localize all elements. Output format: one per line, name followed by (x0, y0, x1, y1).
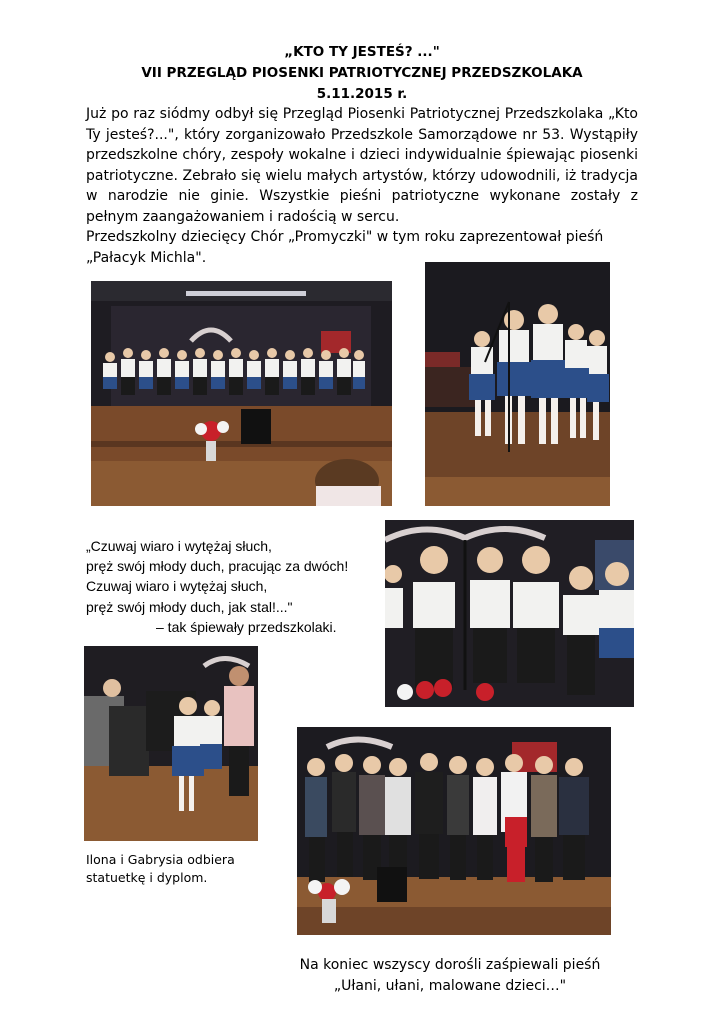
intro-paragraph-1: Już po raz siódmy odbył się Przegląd Piosenki Patriotycznej Przedszkolaka „Kto Ty jesteś?...", który zorganizowało Przedszkole Samorządowe nr 53. Wystąpiły przedszkolne chóry, zespoły wokalne i dzieci indywidualnie śpiewając piosenki patriotyczne. Zebrało się wielu małych artystów, którzy udowodnili, iż tradycja w narodzie nie ginie. Wszystkie pieśni patriotyczne wykonane zostały z pełnym zaangażowaniem i radością w sercu. (86, 106, 638, 225)
event-date: 5.11.2015 r. (316, 86, 408, 102)
photo-girls-singing (425, 262, 610, 506)
closing-line-1: Na koniec wszyscy dorośli zaśpiewali pieśń (299, 957, 601, 973)
lyrics-line-1: „Czuwaj wiaro i wytężaj słuch, (86, 538, 272, 554)
lyrics-line-2: pręż swój młody duch, pracując za dwóch! (86, 558, 349, 575)
award-caption: Ilona i Gabrysia odbiera statuetkę i dyplom. (86, 852, 235, 885)
photo-choir-stage (91, 281, 392, 506)
event-title: „KTO TY JESTEŚ? ..." (284, 44, 440, 60)
closing-text (240, 955, 660, 997)
photo-adults-singing (297, 727, 611, 935)
photo-award (84, 646, 258, 841)
closing-song-title: „Ułani, ułani, malowane dzieci…" (333, 978, 567, 994)
intro-paragraph-2: Przedszkolny dziecięcy Chór „Promyczki" w tym roku zaprezentował pieśń „Pałacyk Michla". (86, 229, 604, 266)
lyrics-attribution: – tak śpiewały przedszkolaki. (156, 618, 337, 635)
lyrics-line-4: pręż swój młody duch, jak stal!..." (86, 598, 293, 615)
lyrics-line-3: Czuwaj wiaro i wytężaj słuch, (86, 578, 268, 595)
photo-boys-singing (385, 520, 634, 707)
song-lyrics (86, 536, 348, 637)
intro-text (86, 104, 638, 268)
event-subtitle: VII PRZEGLĄD PIOSENKI PATRIOTYCZNEJ PRZEDSZKOLAKA (141, 65, 583, 81)
